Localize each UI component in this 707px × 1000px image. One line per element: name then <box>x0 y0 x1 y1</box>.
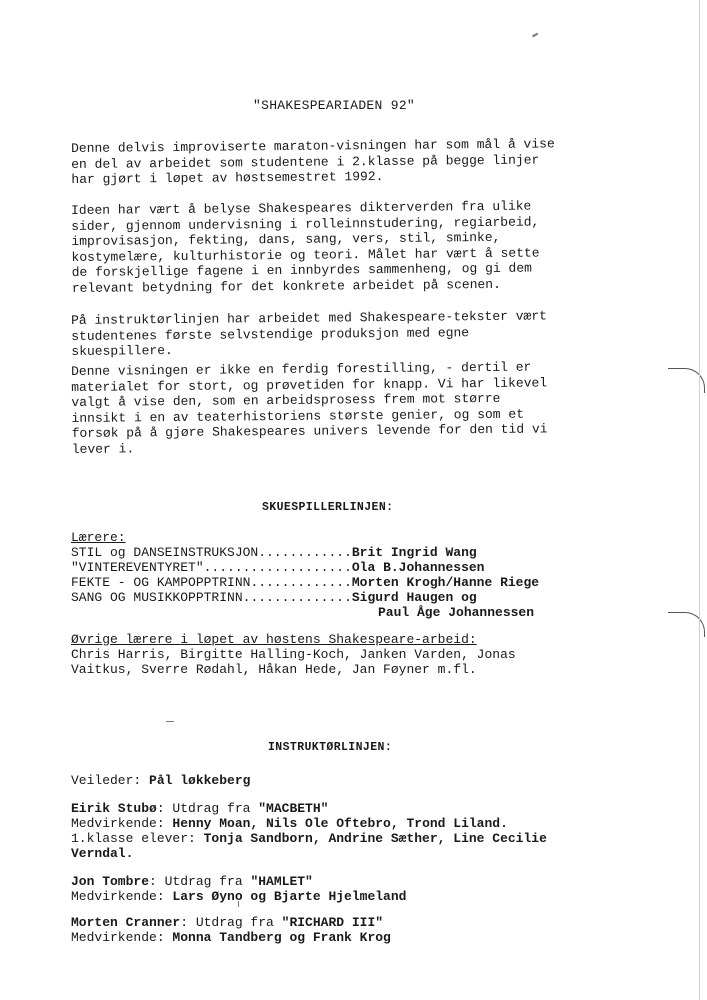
text-line: Denne visningen er ikke en ferdig forestilling, - dertil er <box>71 359 532 379</box>
play-title: "HAMLET" <box>250 874 313 889</box>
cast-names: Lars Øyno og Bjarte Hjelmeland <box>172 889 407 904</box>
student-cast-line <box>71 831 547 846</box>
teacher-subject: "VINTEREVENTYRET" <box>71 560 204 575</box>
other-teachers-label: Øvrige lærere i løpet av høstens Shakespeare-arbeid: <box>71 632 477 647</box>
teacher-subject: SANG OG MUSIKKOPPTRINN <box>71 590 243 605</box>
director-name: Eirik Stubø <box>71 801 157 816</box>
student-cast-continued: Verndal. <box>71 846 134 861</box>
text-line: lever i. <box>71 440 135 457</box>
director-name: Morten Cranner <box>71 915 181 930</box>
teacher-name-continued: Paul Åge Johannessen <box>378 605 535 620</box>
scan-speck <box>532 33 538 37</box>
veileder-line <box>71 773 250 788</box>
teacher-row <box>71 590 477 605</box>
other-teachers-line: Vaitkus, Sverre Rødahl, Håkan Hede, Jan Føyner m.fl. <box>71 662 477 677</box>
text-line: relevant betydning for det konkrete arbeidet på scenen. <box>71 276 501 296</box>
text-line: sider, gjennom undervisning i rolleinnstudering, regiarbeid, <box>71 214 540 234</box>
production-header <box>71 915 383 930</box>
dot-leader: ............ <box>258 545 352 560</box>
teacher-name: Brit Ingrid Wang <box>351 545 477 560</box>
cast-label: Medvirkende: <box>71 930 173 945</box>
intro-paragraph-2 <box>71 198 632 296</box>
teacher-subject: STIL og DANSEINSTRUKSJON <box>71 545 259 560</box>
text-line: improvisasjon, fekting, dans, sang, vers, stil, sminke, <box>71 229 501 249</box>
teacher-name: Sigurd Haugen og <box>351 590 477 605</box>
cast-names: Monna Tandberg og Frank Krog <box>172 930 391 945</box>
director-name: Jon Tombre <box>71 874 150 889</box>
student-cast-label: 1.klasse elever: <box>71 831 204 846</box>
dot-leader: .............. <box>242 590 352 605</box>
cast-line <box>71 816 508 831</box>
document-title: "SHAKESPEARIADEN 92" <box>253 98 416 113</box>
intro-paragraph-3 <box>71 308 631 360</box>
production-header <box>71 874 313 889</box>
teacher-name: Morten Krogh/Hanne Riege <box>351 575 540 590</box>
teacher-row <box>71 575 539 590</box>
cast-line <box>71 889 406 904</box>
teacher-subject: FEKTE - OG KAMPOPPTRINN <box>71 575 251 590</box>
cast-label: Medvirkende: <box>71 889 173 904</box>
text-line: en del av arbeidet som studentene i 2.klasse på begge linjer <box>71 152 540 172</box>
text-line: Ideen har vært å belyse Shakespeares dikterverden fra ulike <box>71 198 532 218</box>
veileder-name: Pål løkkeberg <box>149 773 251 788</box>
intro-paragraph-1 <box>71 136 631 188</box>
teacher-row <box>71 545 477 560</box>
text-line: valgt å vise den, som en arbeidsprosess frem mot større <box>71 390 501 410</box>
scan-speck <box>166 721 174 722</box>
cast-line <box>71 930 391 945</box>
text-line: innsikt i en av teaterhistoriens største genier, og som et <box>71 406 525 426</box>
text-line: de forskjellige fagene i en innbyrdes sammenheng, og gi dem <box>71 260 532 280</box>
student-cast-names: Tonja Sandborn, Andrine Sæther, Line Cecilie <box>203 831 547 846</box>
excerpt-label: : Utdrag fra <box>149 874 251 889</box>
text-line: Denne delvis improviserte maraton-visningen har som mål å vise <box>71 136 555 156</box>
veileder-label: Veileder: <box>71 773 150 788</box>
teacher-name: Ola B.Johannessen <box>351 560 485 575</box>
dot-leader: ............. <box>250 575 352 590</box>
play-title: "RICHARD III" <box>281 915 384 930</box>
scan-edge-line <box>699 0 700 1000</box>
excerpt-label: : Utdrag fra <box>180 915 282 930</box>
section-heading-skuespillerlinjen: SKUESPILLERLINJEN: <box>262 501 394 514</box>
intro-paragraph-4 <box>71 359 632 457</box>
cast-names: Henny Moan, Nils Ole Oftebro, Trond Liland. <box>172 816 508 831</box>
text-line: materialet for stort, og prøvetiden for knapp. Vi har likevel <box>71 374 548 395</box>
section-heading-instruktorlinjen: INSTRUKTØRLINJEN: <box>268 741 393 754</box>
text-line: skuespillere. <box>71 343 173 359</box>
text-line: forsøk på å gjøre Shakespeares univers levende for den tid vi <box>71 421 548 441</box>
teacher-row <box>71 560 484 575</box>
text-line: har gjørt i løpet av høstsemestret 1992. <box>71 169 384 187</box>
other-teachers-line: Chris Harris, Birgitte Halling-Koch, Janken Varden, Jonas <box>71 647 516 662</box>
teachers-label: Lærere: <box>71 530 126 545</box>
cast-label: Medvirkende: <box>71 816 173 831</box>
excerpt-label: : Utdrag fra <box>156 801 259 816</box>
dot-leader: ................... <box>203 560 352 575</box>
production-header <box>71 801 328 816</box>
text-line: På instruktørlinjen har arbeidet med Shakespeare-tekster vært <box>71 308 548 328</box>
text-line: studentenes første selvstendige produksjon med egne <box>71 324 470 344</box>
text-line: kostymelære, kulturhistorie og teori. Målet har vært å sette <box>71 245 540 265</box>
play-title: "MACBETH" <box>258 801 329 816</box>
